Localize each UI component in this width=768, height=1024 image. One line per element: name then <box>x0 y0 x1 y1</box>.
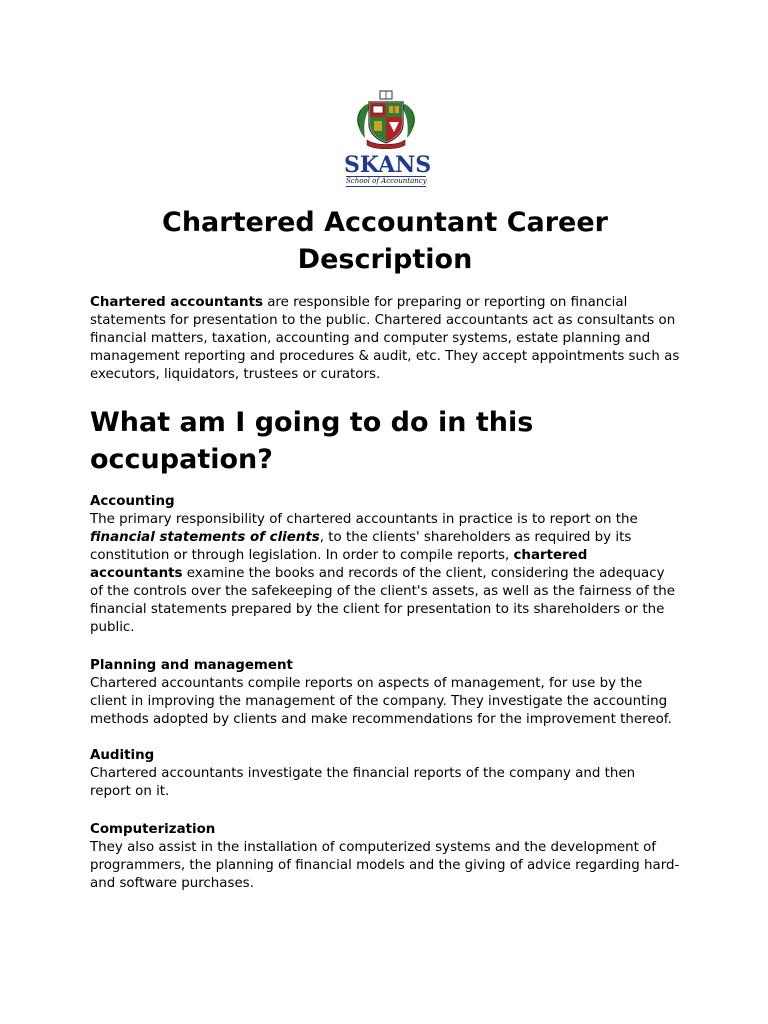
section-body-computerization: They also assist in the installation of computerized systems and the development of programmers, the planning of financial models and the giving of advice regarding hard- and software purchases. <box>90 840 680 891</box>
section-heading-planning: Planning and management <box>90 658 293 673</box>
accounting-text-2: , to the clients' shareholders as required by its constitution or through legislation. In order to compile reports, <box>90 530 632 563</box>
intro-lead: Chartered accountants <box>90 295 263 310</box>
question-heading: What am I going to do in this occupation? <box>90 407 534 475</box>
accounting-text-1: The primary responsibility of chartered accountants in practice is to report on the <box>90 512 638 527</box>
page-title: Chartered Accountant Career Description <box>162 207 608 275</box>
school-logo <box>344 90 432 187</box>
logo-subtitle: School of Accountancy <box>346 177 427 185</box>
intro-text: are responsible for preparing or reporting on financial statements for presentation to the public. Chartered accountants act as consultants on financial matters, taxation, accounting and computer systems, estate planning and management reporting and procedures & audit, etc. They accept appointments such as executors, liquidators, trustees or curators. <box>90 295 680 382</box>
accounting-bold: chartered accountants <box>90 548 588 581</box>
section-body-auditing: Chartered accountants investigate the financial reports of the company and then report on it. <box>90 766 636 799</box>
accounting-text-3: examine the books and records of the client, considering the adequacy of the controls over the safekeeping of the client's assets, as well as the fairness of the financial statements prepared by the client for presentation to its shareholders or the public. <box>90 566 675 635</box>
section-auditing <box>90 747 680 801</box>
intro-paragraph <box>90 294 680 384</box>
section-heading-auditing: Auditing <box>90 748 155 763</box>
crest-icon <box>353 90 419 152</box>
logo-name: SKANS <box>344 152 432 178</box>
section-heading-computerization: Computerization <box>90 822 216 837</box>
section-body-accounting <box>90 511 680 637</box>
section-computerization <box>90 821 680 893</box>
accounting-emphasis: financial statements of clients <box>90 530 320 545</box>
section-planning <box>90 657 680 729</box>
section-accounting <box>90 493 680 637</box>
section-heading-accounting: Accounting <box>90 494 175 509</box>
section-body-planning: Chartered accountants compile reports on aspects of management, for use by the client in improving the management of the company. They investigate the accounting methods adopted by clients and make recommendations for the improvement thereof. <box>90 676 672 727</box>
